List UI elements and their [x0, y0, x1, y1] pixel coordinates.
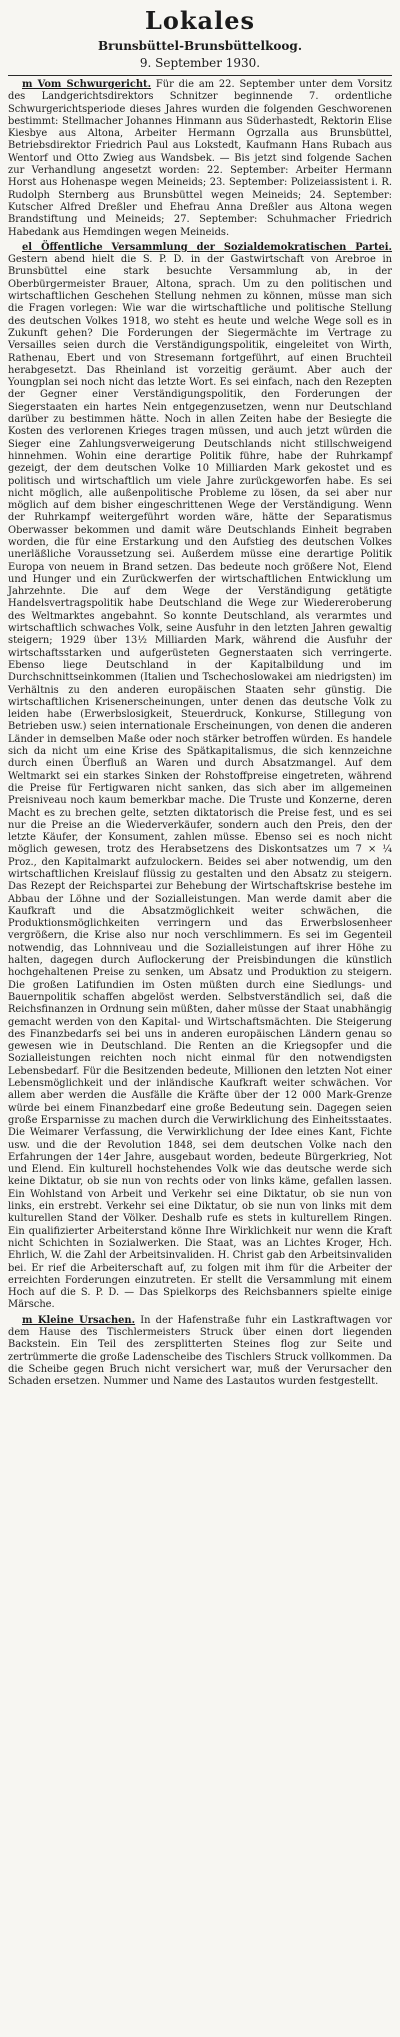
article-versammlung [8, 242, 392, 1312]
article-paragraph [8, 242, 392, 1312]
article-paragraph [8, 79, 392, 239]
issue-date: 9. September 1930. [139, 56, 261, 70]
article-body: Gestern abend hielt die S. P. D. in der Gastwirtschaft von Arebroe in Brunsbüttel eine stark besuchte Versammlung ab, in der Oberbürgermeister Brauer, Altona, sprach. Um zu den politischen und wirtschaftlichen Geschehen Stellung nehmen zu können, müsse man sich die Fragen vorlegen: Wie war die wirtschaftliche und politische Stellung des deutschen Volkes 1918, wo steht es heute und welche Wege soll es in Zukunft gehen? Die Forderungen der Siegermächte im Vertrage zu Versailles seien durch die Verständigungspolitik, eingeleitet von Wirth, Rathenau, Ebert und von Stresemann fortgeführt, auf einen Bruchteil herabgesetzt. Das Rheinland ist vorzeitig geräumt. Aber auch der Youngplan sei noch nicht das letzte Wort. Es sei einfach, nach den Rezepten der Gegner einer Verständigungspolitik, den Forderungen der Siegerstaaten ein hartes Nein entgegenzusetzen, wenn nur Deutschland darüber zu bestimmen hätte. Noch in allen Zeiten habe der Besiegte die Kosten des verlorenen Krieges tragen müssen, und auch jetzt würden die Sieger eine Zahlungsverweigerung Deutschlands nicht stillschweigend hinnehmen. Wohin eine derartige Politik führe, habe der Ruhrkampf gezeigt, der dem deutschen Volke 10 Milliarden Mark gekostet und es politisch und wirtschaftlich um viele Jahre zurückgeworfen habe. Es sei nicht möglich, alle außenpolitische Probleme zu lösen, da sei aber nur möglich auf dem bisher eingeschrittenen Wege der Verständigung. Wenn der Ruhrkampf weitergeführt worden wäre, hätte der Separatismus Oberwasser bekommen und damit wäre Deutschlands Einheit begraben worden, die für eine Erstarkung und den Aufstieg des deutschen Volkes unerläßliche Voraussetzung sei. Außerdem müsse eine derartige Politik Europa von neuem in Brand setzen. Das bedeute noch größere Not, Elend und Hunger und ein Zurückwerfen der wirtschaftlichen Entwicklung um Jahrzehnte. Die auf dem Wege der Verständigung getätigte Handelsvertragspolitik habe Deutschland die Wege zur Wiedereroberung des Weltmarktes angebahnt. So konnte Deutschland, als verarmtes und wirtschaftlich schwaches Volk, seine Ausfuhr in den letzten Jahren gewaltig steigern; 1929 über 13½ Milliarden Mark, während die Ausfuhr der wirtschaftsstarken und aufgerüsteten Gegnerstaaten sich verringerte. Ebenso liege Deutschland in der Kapitalbildung und im Durchschnittseinkommen (Italien und Tschechoslowakei am niedrigsten) im Verhältnis zu den anderen europäischen Staaten sehr günstig. Die wirtschaftlichen Krisenerscheinungen, unter denen das deutsche Volk zu leiden habe (Erwerbslosigkeit, Steuerdruck, Konkurse, Stillegung von Betrieben usw.) seien internationale Erscheinungen, von denen die anderen Länder in demselben Maße oder noch stärker betroffen würden. Es handele sich da nicht um eine Krise des Spätkapitalismus, die sich kennzeichne durch einen Überfluß an Waren und durch Absatzmangel. Auf dem Weltmarkt sei ein starkes Sinken der Rohstoffpreise eingetreten, während die Preise für Fertigwaren nicht sanken, das sich aber im allgemeinen Preisniveau noch kaum bemerkbar mache. Die Truste und Konzerne, deren Macht es zu brechen gelte, setzten diktatorisch die Preise fest, und es sei nur die Preise an die Wiederverkäufer, sondern auch den Preis, den der letzte Käufer, der Konsument, zahlen müsse. Ebenso sei es noch nicht möglich gewesen, trotz des Herabsetzens des Diskontsatzes um 7 × ¼ Proz., den Kapitalmarkt aufzulockern. Beides sei aber notwendig, um den wirtschaftlichen Kreislauf flüssig zu gestalten und den Absatz zu steigern. Das Rezept der Reichspartei zur Behebung der Wirtschaftskrise bestehe im Abbau der Löhne und der Sozialleistungen. Man werde damit aber die Kaufkraft und die Absatzmöglichkeit weiter schwächen, die Produktionsmöglichkeiten verringern und das Erwerbslosenheer vergrößern, die Krise also nur noch verschlimmern. Es sei im Gegenteil notwendig, das Lohnniveau und die Sozialleistungen auf ihrer Höhe zu halten, dagegen durch Auflockerung der Preisbindungen die künstlich hochgehaltenen Preise zu senken, um Absatz und Produktion zu steigern. Die großen Latifundien im Osten müßten durch eine Siedlungs- und Bauernpolitik schaffen abgelöst werden. Selbstverständlich sei, daß die Reichsfinanzen in Ordnung sein müßten, daher müsse der Staat unabhängig gemacht werden von den Kapital- und Wirtschaftsmächten. Die Steigerung des Finanzbedarfs sei bei uns in anderen europäischen Ländern genau so gewesen wie in Deutschland. Die Renten an die Kriegsopfer und die Sozialleistungen reichten noch nicht einmal für den notwendigsten Lebensbedarf. Für die Besitzenden bedeute, Millionen den letzten Not einer Lebensmöglichkeit und der inländische Kaufkraft weiter schwächen. Vor allem aber werden die Ausfälle die Kräfte über der 12 000 Mark-Grenze würde bei einem Finanzbedarf eine große Bedeutung sein. Dagegen seien große Ersparnisse zu machen durch die Verwirklichung des Einheitsstaates. Die Weimarer Verfassung, die Verwirklichung der Idee eines Kant, Fichte usw. und die der Revolution 1848, sei dem deutschen Volke nach den Erfahrungen der 14er Jahre, ausgebaut worden, bedeute Bürgerkrieg, Not und Elend. Ein kulturell hochstehendes Volk wie das deutsche werde sich keine Diktatur, ob sie nun von rechts oder von links käme, gefallen lassen. Ein Wohlstand von Arbeit und Verkehr sei eine Diktatur, ob sie nun von links, ein erstrebt. Verkehr sei eine Diktatur, ob sie nun von links mit dem kulturellen Stand der Völker. Deshalb rufe es stets in kulturellem Ringen. Ein qualifizierter Arbeiterstand könne Ihre Wirklichkeit nur wenn die Kraft nicht Schichten in Sozialwerken. Die Staat, was an Lichtes Kroger, Hch. Ehrlich, W. die Zahl der Arbeitsinvaliden. H. Christ gab den Arbeitsinvaliden bei. Er rief die Arbeiterschaft auf, zu folgen mit ihm für die Arbeiter der erreichten Forderungen einzutreten. Er stellt die Versammlung mit einem Hoch auf die S. P. D. — Das Spielkorps des Reichsbanners spielte einige Märsche. [8, 254, 392, 1311]
article-heading: m Kleine Ursachen. [22, 1314, 136, 1326]
article-body: In der Hafenstraße fuhr ein Lastkraftwagen vor dem Hause des Tischlermeisters Struck über einen dort liegenden Backstein. Ein Teil des zersplitterten Steines flog zur Seite und zertrümmerte die große Ladenscheibe des Tischlers Struck vollkommen. Da die Scheibe gegen Bruch nicht versichert war, muß der Verursacher den Schaden ersetzen. Nummer und Name des Lastautos wurden festgestellt. [8, 1314, 392, 1388]
masthead [8, 6, 392, 71]
article-schwurgericht [8, 79, 392, 239]
article-paragraph [8, 1315, 392, 1389]
section-title: Lokales [145, 6, 255, 35]
section-subtitle: Brunsbüttel-Brunsbüttelkoog. [98, 39, 302, 53]
header-rule [8, 75, 392, 76]
article-heading: el Öffentliche Versammlung der Sozialdemokratischen Partei. [22, 241, 392, 253]
article-body: Für die am 22. September unter dem Vorsitz des Landgerichtsdirektors Schnitzer beginnende 7. ordentliche Schwurgerichtsperiode dieses Jahres wurden die folgenden Geschworenen bestimmt: Stellmacher Johannes Hinmann aus Süderhastedt, Rektorin Elise Kiesbye aus Altona, Arbeiter Hermann Ogrzalla aus Brunsbüttel, Betriebsdirektor Friedrich Paul aus Lokstedt, Kaufmann Hans Rubach aus Wentorf und Otto Zwieg aus Wandsbek. — Bis jetzt sind folgende Sachen zur Verhandlung angesetzt worden: 22. September: Arbeiter Hermann Horst aus Hohenaspe wegen Meineids; 23. September: Polizeiassistent i. R. Rudolph Sternberg aus Brunsbüttel wegen Meineids; 24. September: Kutscher Alfred Dreßler und Ehefrau Anna Dreßler aus Altona wegen Brandstiftung und Meineids; 27. September: Schuhmacher Friedrich Habedank aus Hemdingen wegen Meineids. [8, 79, 393, 238]
article-kleine-ursachen [8, 1315, 392, 1389]
article-heading: m Vom Schwurgericht. [22, 79, 152, 90]
